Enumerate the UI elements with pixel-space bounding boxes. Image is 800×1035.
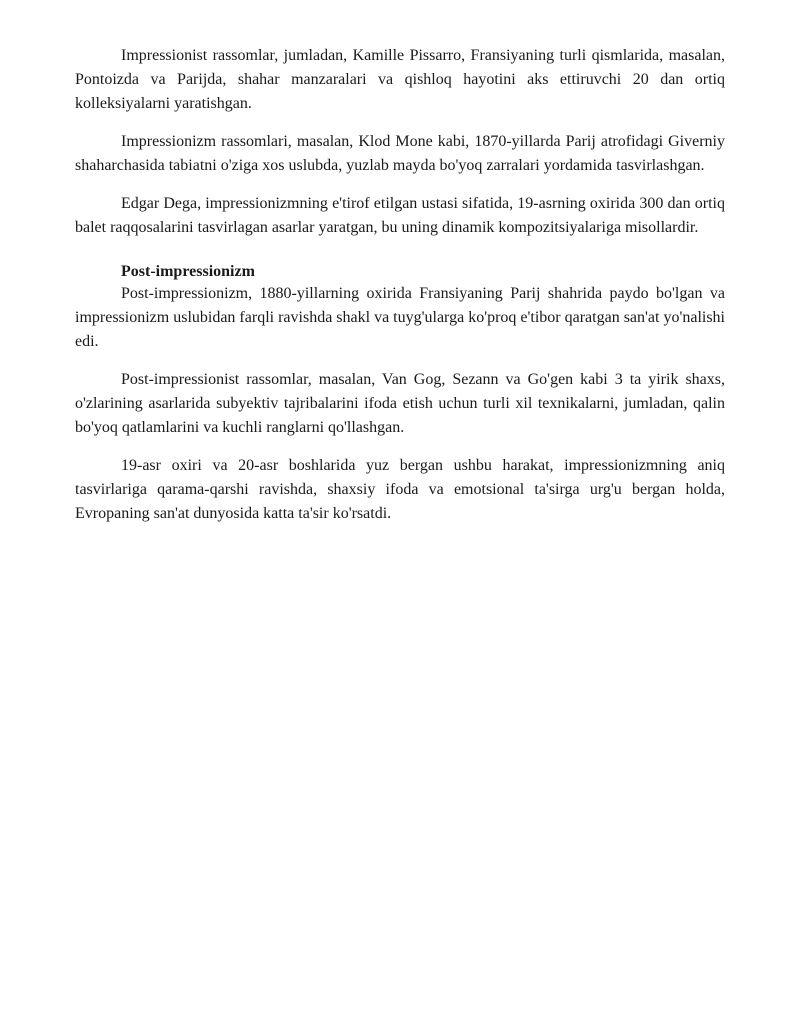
paragraph-movement-influence: 19-asr oxiri va 20-asr boshlarida yuz bergan ushbu harakat, impressionizmning aniq tasvirlariga qarama-qarshi ravishda, shaxsiy ifoda va emotsional ta'sirga urg'u bergan holda, Evropaning san'at dunyosida katta ta'sir ko'rsatdi. bbox=[75, 457, 725, 522]
section-heading: Post-impressionizm bbox=[121, 263, 255, 280]
paragraph-post-impressionist-artists: Post-impressionist rassomlar, masalan, Van Gog, Sezann va Go'gen kabi 3 ta yirik shaxs, o'zlarining asarlarida subyektiv tajribalarini ifoda etish uchun turli xil texnikalarni, jumladan, qalin bo'yoq qatlamlarini va kuchli ranglarni qo'llashgan. bbox=[75, 371, 725, 436]
document-page bbox=[75, 44, 725, 540]
paragraph-post-impressionism-intro: Post-impressionizm, 1880-yillarning oxirida Fransiyaning Parij shahrida paydo bo'lgan va impressionizm uslubidan farqli ravishda shakl va tuyg'ularga ko'proq e'tibor qaratgan san'at yo'nalishi edi. bbox=[75, 285, 725, 350]
paragraph-pissarro: Impressionist rassomlar, jumladan, Kamille Pissarro, Fransiyaning turli qismlarida, masalan, Pontoizda va Parijda, shahar manzaralari va qishloq hayotini aks ettiruvchi 20 dan ortiq kolleksiyalarni yaratishgan. bbox=[75, 47, 725, 112]
paragraph-monet: Impressionizm rassomlari, masalan, Klod Mone kabi, 1870-yillarda Parij atrofidagi Giverniy shaharchasida tabiatni o'ziga xos uslubda, yuzlab mayda bo'yoq zarralari yordamida tasvirlashgan. bbox=[75, 133, 725, 174]
paragraph-degas: Edgar Dega, impressionizmning e'tirof etilgan ustasi sifatida, 19-asrning oxirida 300 dan ortiq balet raqqosalarini tasvirlagan asarlar yaratgan, bu uning dinamik kompozitsiyalariga misollardir. bbox=[75, 195, 725, 236]
